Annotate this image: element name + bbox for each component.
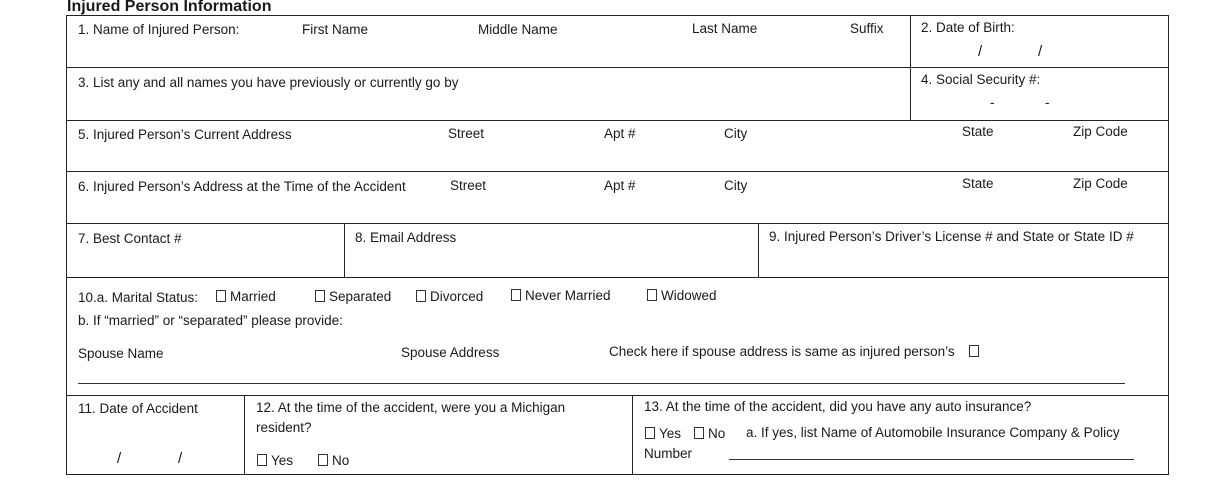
policy-number-label: Number (644, 446, 693, 461)
checkbox-never-married[interactable] (511, 289, 521, 301)
state-label: State (962, 124, 994, 139)
state-label: State (962, 176, 994, 191)
dob-separator: / (978, 43, 983, 60)
email-label: 8. Email Address (355, 230, 457, 245)
ssn-separator: - (1045, 95, 1050, 110)
street-label: Street (448, 126, 485, 141)
checkbox-divorced[interactable] (416, 290, 426, 302)
suffix-label: Suffix (850, 21, 884, 36)
insurance-question: 13. At the time of the accident, did you have any auto insurance? (644, 399, 1032, 414)
row-divider (66, 171, 1169, 172)
current-address-label: 5. Injured Person’s Current Address (78, 127, 292, 142)
checkbox-same-address[interactable] (969, 345, 979, 357)
checkbox-insurance-no[interactable] (694, 427, 704, 439)
insurance-no[interactable]: No (694, 426, 725, 441)
resident-question-cont: resident? (256, 420, 312, 435)
same-address-label: Check here if spouse address is same as injured person’s (609, 344, 983, 359)
date-separator: / (178, 450, 183, 467)
marital-option-widowed[interactable]: Widowed (647, 288, 717, 303)
checkbox-resident-yes[interactable] (257, 454, 267, 466)
spouse-write-line[interactable] (78, 383, 1125, 384)
row-divider (66, 395, 1169, 396)
best-contact-label: 7. Best Contact # (78, 231, 182, 246)
zip-label: Zip Code (1073, 176, 1128, 191)
middle-name-label: Middle Name (478, 22, 558, 37)
license-label: 9. Injured Person’s Driver’s License # and State or State ID # (769, 229, 1134, 244)
row-divider (66, 120, 1169, 121)
checkbox-separated[interactable] (315, 290, 325, 302)
last-name-label: Last Name (692, 21, 758, 36)
accident-date-label: 11. Date of Accident (78, 401, 198, 416)
date-separator: / (117, 450, 122, 467)
street-label: Street (450, 178, 487, 193)
apt-label: Apt # (604, 178, 636, 193)
city-label: City (724, 178, 748, 193)
row-divider (66, 223, 1169, 224)
dob-separator: / (1038, 43, 1043, 60)
insurance-yes[interactable]: Yes (645, 426, 681, 441)
ssn-separator: - (990, 95, 995, 110)
section-title: Injured Person Information (67, 0, 272, 15)
checkbox-widowed[interactable] (647, 289, 657, 301)
checkbox-married[interactable] (216, 290, 226, 302)
marital-option-never-married[interactable]: Never Married (511, 288, 611, 303)
row-divider (66, 67, 1169, 68)
zip-label: Zip Code (1073, 124, 1128, 139)
column-divider (344, 223, 345, 277)
resident-no[interactable]: No (318, 453, 349, 468)
row-divider (66, 277, 1169, 278)
insurance-company-label: a. If yes, list Name of Automobile Insurance Company & Policy (746, 425, 1120, 440)
other-names-label: 3. List any and all names you have previously or currently go by (78, 75, 459, 90)
column-divider (632, 395, 633, 475)
apt-label: Apt # (604, 126, 636, 141)
column-divider (758, 223, 759, 277)
column-divider (910, 15, 911, 120)
resident-yes[interactable]: Yes (257, 453, 293, 468)
checkbox-insurance-yes[interactable] (645, 427, 655, 439)
marital-option-divorced[interactable]: Divorced (416, 289, 483, 304)
name-label: 1. Name of Injured Person: (78, 22, 240, 37)
spouse-address-label: Spouse Address (401, 345, 500, 360)
dob-label: 2. Date of Birth: (921, 20, 1015, 35)
resident-question: 12. At the time of the accident, were you a Michigan (256, 400, 566, 415)
ssn-label: 4. Social Security #: (921, 72, 1041, 87)
city-label: City (724, 126, 748, 141)
marital-status-label: 10.a. Marital Status: (78, 290, 199, 305)
accident-address-label: 6. Injured Person’s Address at the Time of the Accident (78, 179, 406, 194)
first-name-label: First Name (302, 22, 369, 37)
spouse-name-label: Spouse Name (78, 346, 164, 361)
column-divider (244, 395, 245, 475)
insurance-write-line[interactable] (729, 459, 1134, 460)
checkbox-resident-no[interactable] (318, 454, 328, 466)
marital-option-separated[interactable]: Separated (315, 289, 391, 304)
spouse-instruction: b. If “married” or “separated” please provide: (78, 313, 343, 328)
marital-option-married[interactable]: Married (216, 289, 276, 304)
